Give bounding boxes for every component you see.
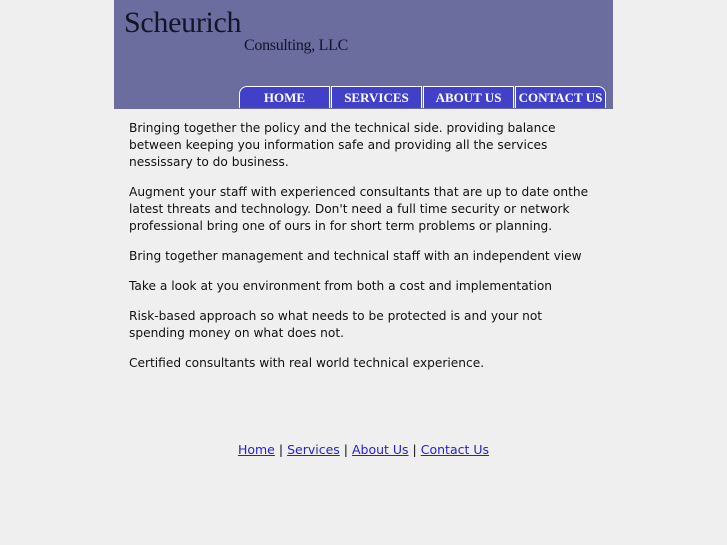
footer-separator: | (278, 442, 284, 457)
footer-link-home[interactable]: Home (237, 442, 275, 457)
logo-subtitle: Consulting, LLC (244, 37, 348, 54)
content-paragraph: Certified consultants with real world technical experience. (129, 356, 485, 370)
nav-about-us-button[interactable]: ABOUT US (423, 86, 514, 108)
footer-link-contact-us[interactable]: Contact Us (420, 442, 490, 457)
footer-link-about-us[interactable]: About Us (351, 442, 409, 457)
nav-contact-us-button[interactable]: CONTACT US (515, 86, 606, 108)
nav-home-button[interactable]: HOME (239, 86, 330, 108)
content-paragraph: Augment your staff with experienced consultants that are up to date onthe latest threats and technology. Don't need a full time security or network professional bring one of ours in for short term problems or planning. (129, 185, 589, 233)
footer-separator: | (343, 442, 348, 457)
logo-title: Scheurich (124, 6, 242, 39)
content-paragraph: Take a look at you environment from both a cost and implementation (129, 279, 553, 293)
footer-links (0, 441, 727, 459)
nav-services-button[interactable]: SERVICES (331, 86, 422, 108)
content-paragraph: Bringing together the policy and the technical side. providing balance between keeping you information safe and providing all the services nessissary to do business. (129, 121, 556, 169)
footer-separator: | (412, 442, 417, 457)
footer-link-services[interactable]: Services (287, 442, 340, 457)
content-paragraph: Risk-based approach so what needs to be protected is and your not spending money on what does not. (129, 309, 543, 340)
top-nav (239, 86, 607, 108)
content-paragraph: Bring together management and technical staff with an independent view (129, 249, 582, 263)
main-content (129, 120, 599, 385)
